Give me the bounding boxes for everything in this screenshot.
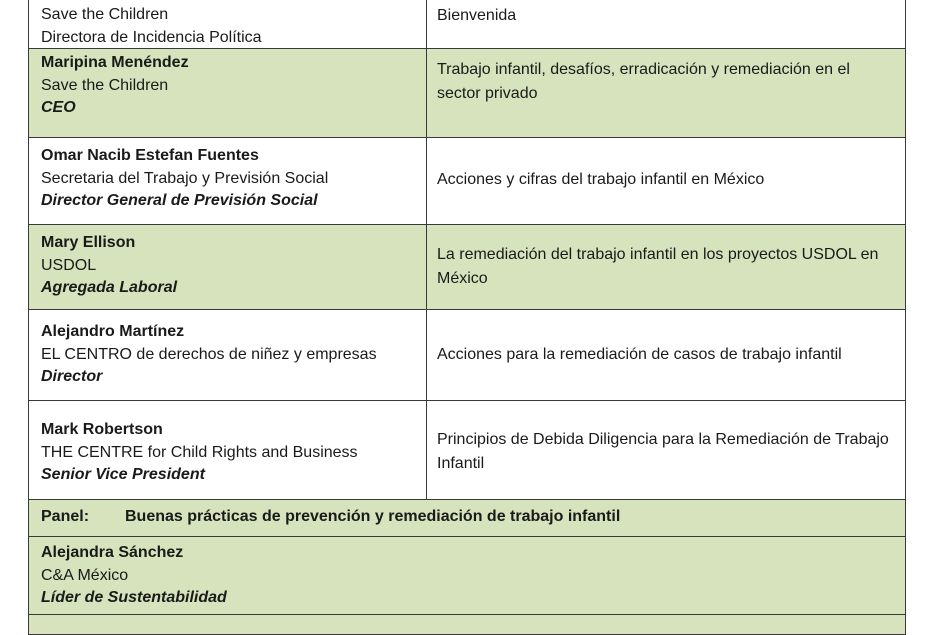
speaker-cell <box>29 225 427 309</box>
topic-cell <box>427 0 905 48</box>
table-row <box>28 0 906 49</box>
topic-cell <box>427 401 905 499</box>
topic-text: Trabajo infantil, desafíos, erradicación y remediación en el sector privado <box>437 61 850 102</box>
speaker-name: Alejandra Sánchez <box>41 544 184 561</box>
panel-label: Panel: <box>41 508 90 525</box>
speaker-role: Directora de Incidencia Política <box>41 29 262 46</box>
panel-title: Buenas prácticas de prevención y remediación de trabajo infantil <box>125 508 621 525</box>
topic-cell <box>427 310 905 400</box>
speaker-org: Save the Children <box>41 6 169 23</box>
topic-text: Acciones para la remediación de casos de trabajo infantil <box>437 346 842 363</box>
table-row <box>28 537 906 615</box>
speaker-cell <box>29 49 427 137</box>
speaker-name: Alejandro Martínez <box>41 323 185 340</box>
table-row <box>28 225 906 310</box>
table-row <box>28 310 906 401</box>
speaker-role: Líder de Sustentabilidad <box>41 589 227 606</box>
speaker-cell <box>29 0 427 48</box>
speaker-org: USDOL <box>41 256 97 274</box>
topic-cell <box>427 225 905 309</box>
speaker-org: THE CENTRE for Child Rights and Business <box>41 443 358 461</box>
table-row <box>28 49 906 138</box>
topic-text: Acciones y cifras del trabajo infantil en México <box>437 171 765 188</box>
topic-cell <box>427 138 905 224</box>
speaker-name: Mark Robertson <box>41 421 163 438</box>
speaker-name: Mary Ellison <box>41 234 136 251</box>
topic-text: La remediación del trabajo infantil en los proyectos USDOL en México <box>437 246 879 287</box>
speaker-name: Maripina Menéndez <box>41 54 189 71</box>
speaker-role: Senior Vice President <box>41 466 205 483</box>
speaker-cell <box>29 310 427 400</box>
speaker-role: CEO <box>41 99 76 116</box>
topic-text: Bienvenida <box>437 7 517 24</box>
speaker-org: Save the Children <box>41 76 169 94</box>
table-row <box>28 615 906 635</box>
panel-heading <box>41 506 620 528</box>
speaker-org: Secretaria del Trabajo y Previsión Social <box>41 169 329 187</box>
table-row <box>28 401 906 500</box>
speaker-cell <box>41 542 227 610</box>
speaker-org: EL CENTRO de derechos de niñez y empresas <box>41 345 377 363</box>
table-row <box>28 138 906 225</box>
speaker-cell <box>29 138 427 224</box>
speaker-org: C&A México <box>41 566 129 584</box>
panel-row <box>28 500 906 537</box>
speaker-role: Director General de Previsión Social <box>41 192 318 209</box>
topic-cell <box>427 49 905 137</box>
topic-text: Principios de Debida Diligencia para la Remediación de Trabajo Infantil <box>437 431 889 472</box>
speaker-name: Omar Nacib Estefan Fuentes <box>41 147 259 164</box>
speaker-cell <box>29 401 427 499</box>
speaker-role: Director <box>41 368 103 385</box>
speaker-role: Agregada Laboral <box>41 279 178 296</box>
